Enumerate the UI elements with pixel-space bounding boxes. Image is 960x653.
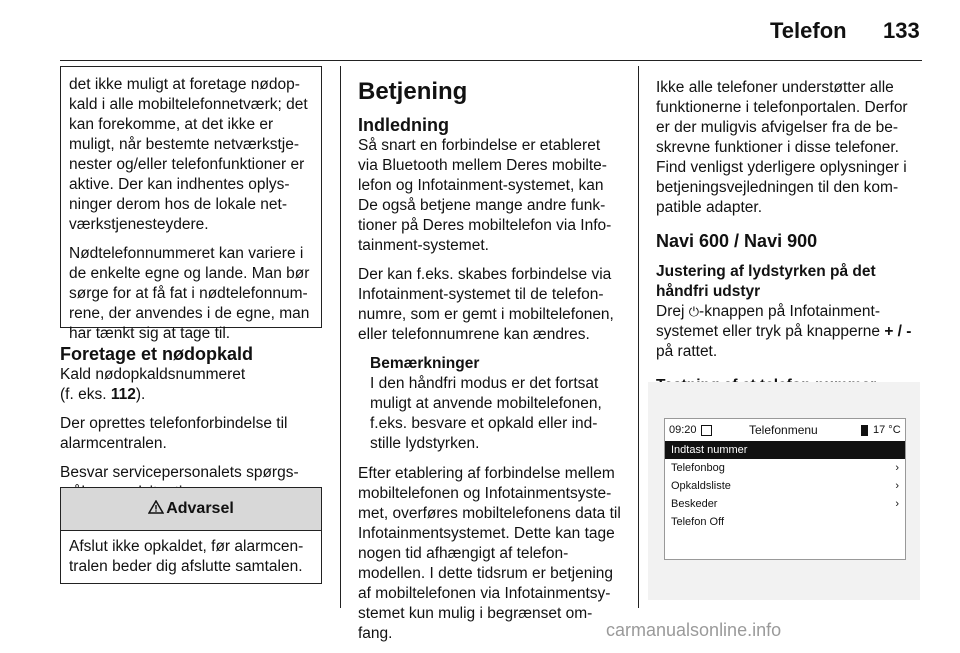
phone-menu-list — [665, 441, 905, 531]
operation-section — [358, 78, 624, 653]
column-divider-2 — [638, 66, 639, 608]
header-rule — [60, 60, 922, 61]
power-knob-icon: ⏻ — [688, 304, 700, 319]
menu-item[interactable] — [665, 459, 905, 477]
chevron-right-icon: › — [895, 480, 899, 492]
note-title: Bemærkninger — [370, 355, 480, 372]
emergency-text-a: Kald nødopkaldsnummeret — [60, 366, 246, 383]
menu-item-label: Telefonbog — [671, 462, 725, 474]
note-block — [358, 354, 624, 454]
menu-item-label: Telefon Off — [671, 516, 724, 528]
page-header-title: Telefon — [770, 18, 847, 43]
volume-buttons: + / - — [884, 323, 912, 340]
intro-paragraph-2: Der kan f.eks. skabes forbindelse via Infotainment-systemet til de telefon-numre, som er gemt i mobiltelefonen, eller telefonnumrene kan ændres. — [358, 266, 614, 343]
navi-heading: Navi 600 / Navi 900 — [656, 231, 818, 251]
emergency-paragraph-2: Der oprettes telefonforbindelse til alarmcentralen. — [60, 415, 288, 452]
emergency-text-b: (f. eks. — [60, 386, 111, 403]
volume-text-a: Drej — [656, 303, 689, 320]
menu-item[interactable] — [665, 513, 905, 531]
menu-item-label: Beskeder — [671, 498, 718, 510]
warning-text: Afslut ikke opkaldet, før alarmcen-tralen beder dig afslutte samtalen. — [69, 538, 304, 575]
info-box — [60, 66, 322, 342]
menu-item[interactable] — [665, 477, 905, 495]
phone-connected-icon — [701, 425, 712, 436]
screen-title: Telefonmenu — [749, 423, 818, 437]
phone-menu-screen — [664, 418, 906, 560]
navi-section — [656, 78, 922, 396]
emergency-paragraph-3: Besvar servicepersonalets spørgs- — [60, 464, 299, 481]
screen-time: 09:20 — [669, 424, 697, 436]
menu-item-label: Indtast nummer — [671, 444, 748, 456]
volume-text-c: på rattet. — [656, 343, 718, 360]
warning-box — [60, 487, 322, 584]
menu-item[interactable] — [665, 441, 905, 459]
volume-heading: Justering af lydstyrken på det håndfri udstyr — [656, 263, 876, 300]
intro-heading: Indledning — [358, 115, 449, 135]
menu-item[interactable] — [665, 495, 905, 513]
intro-paragraph-3: Efter etablering af forbindelse mellem mobiltelefonen og Infotainmentsyste-met, overføres mobiltelefonens data til Infotainmentsystemet. Dette kan tage nogen tid afhængigt af telefon-modellen. I dette tidsrum er betjening af mobiltelefonen via Infotainmentsy-stemet kun mulig i begrænset om-fang. — [358, 465, 621, 642]
emergency-heading: Foretage et nødopkald — [60, 344, 254, 364]
info-box-paragraph-2: Nødtelefonnummeret kan variere i de enkelte egne og lande. Man bør sørge for at få fat i nødtelefonnum-rene, der anvendes i de egne, man har tænkt sig at tage til. — [69, 245, 310, 342]
navi-intro-paragraph: Ikke alle telefoner understøtter alle funktionerne i telefonportalen. Derfor er der muligvis afvigelser fra de be-skrevne funktioner i disse telefoner. Find venligst yderligere oplysninger i betjeningsvejledningen til den kom-patible adapter. — [656, 79, 908, 216]
emergency-text-c: ). — [135, 386, 146, 403]
volume-text-b: -knappen på Infotainment-systemet eller tryk på knapperne — [656, 303, 885, 340]
chevron-right-icon: › — [895, 462, 899, 474]
info-box-paragraph-1: det ikke muligt at foretage nødop-kald i alle mobiltelefonnetværk; det kan forekomme, at det ikke er muligt, når bestemte netværkstje-nester og/eller telefonfunktioner er aktive. Der kan indhentes oplys-ninger derom hos de lokale net-værkstjenesteydere. — [69, 76, 308, 233]
operation-heading: Betjening — [358, 78, 468, 105]
screen-status-bar — [665, 419, 905, 441]
warning-triangle-icon — [148, 500, 164, 519]
column-divider-1 — [340, 66, 341, 608]
volume-paragraph — [656, 302, 922, 362]
warning-title: Advarsel — [166, 500, 234, 517]
mobile-phone-icon — [861, 425, 868, 436]
menu-item-label: Opkaldsliste — [671, 480, 731, 492]
warning-header — [61, 488, 321, 531]
watermark: carmanualsonline.info — [606, 620, 782, 640]
screen-temperature: 17 °C — [873, 424, 901, 436]
page-number: 133 — [883, 18, 920, 43]
note-text: I den håndfri modus er det fortsat muligt at anvende mobiltelefonen, f.eks. besvare et opkald eller ind-stille lydstyrken. — [370, 375, 602, 452]
chevron-right-icon: › — [895, 498, 899, 510]
infotainment-screenshot — [648, 382, 920, 600]
emergency-paragraph-1 — [60, 365, 322, 405]
intro-paragraph-1: Så snart en forbindelse er etableret via Bluetooth mellem Deres mobilte-lefon og Infotainment-systemet, kan De også betjene mange andre funk-tioner på Deres mobiltelefon via Info-tainment-systemet. — [358, 137, 612, 254]
emergency-number: 112 — [110, 386, 136, 403]
